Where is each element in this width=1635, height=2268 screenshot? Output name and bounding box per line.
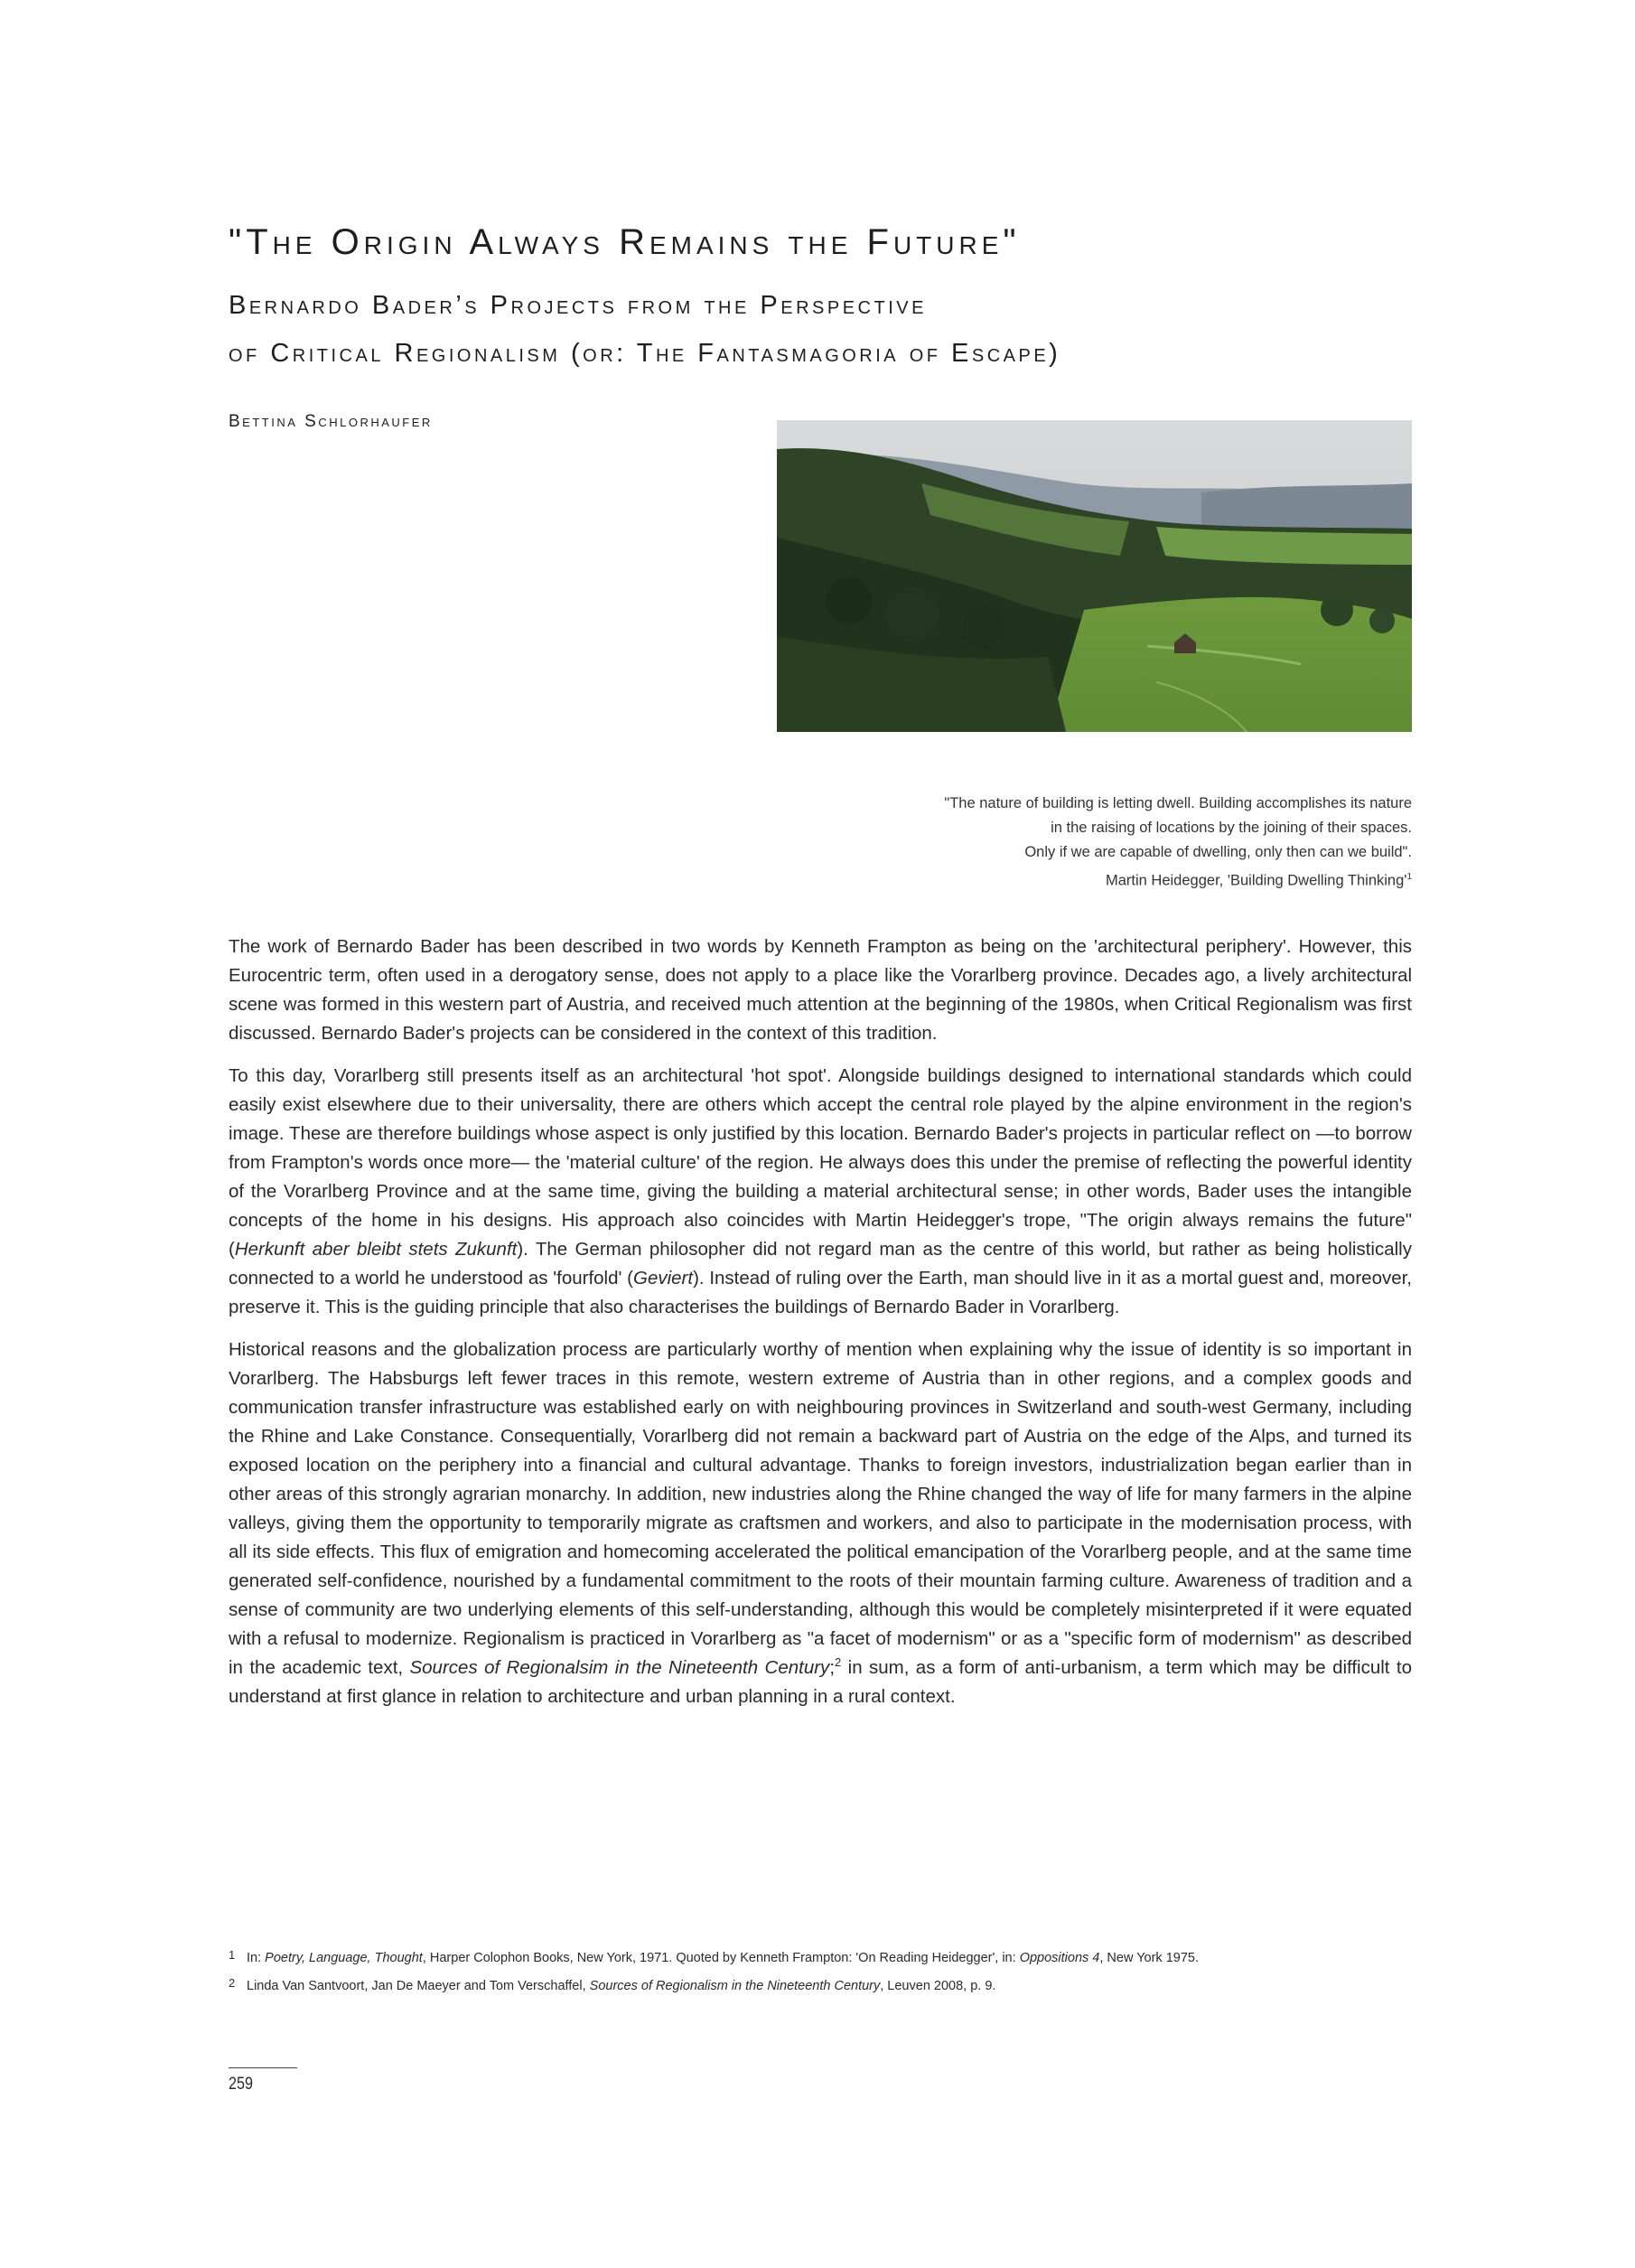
epigraph-attribution bbox=[813, 865, 1412, 894]
landscape-photo bbox=[777, 420, 1412, 732]
article-title: "The Origin Always Remains the Future" bbox=[229, 222, 1021, 262]
paragraph-3-text-a: Historical reasons and the globalization process are particularly worthy of mention when explaining why the issue of identity is so important in Vorarlberg. The Habsburgs left fewer traces in this remote, western extreme of Austria than in other regions, and a complex goods and communication transfer infrastructure was established early on with neighbouring provinces in Switzerland and south-west Germany, including the Rhine and Lake Constance. Consequentially, Vorarlberg did not remain a backward part of Austria on the edge of the Alps, and turned its exposed location on the periphery into a financial and cultural advantage. Thanks to foreign investors, industrialization began earlier than in other areas of this strongly agrarian monarchy. In addition, new industries along the Rhine changed the way of life for many farmers in the alpine valleys, giving them the opportunity to temporarily migrate as craftsmen and workers, and also to participate in the modernisation process, with all its side effects. This flux of emigration and homecoming accelerated the political emancipation of the Vorarlberg people, and at the same time generated self-confidence, nourished by a fundamental commitment to the roots of their mountain farming culture. Awareness of tradition and a sense of community are two underlying elements of this self-understanding, although this would be completely misinterpreted if it were equated with a refusal to modernize. Regionalism is practiced in Vorarlberg as "a facet of modernism" or as a "specific form of modernism" as described in the academic text, bbox=[229, 1339, 1412, 1678]
paragraph-2-italic-2: Geviert bbox=[633, 1268, 694, 1289]
body-paragraph-3 bbox=[229, 1335, 1412, 1711]
page-number-rule bbox=[229, 2067, 297, 2068]
paragraph-3-text-c: in sum, as a form of anti-urbanism, a term which may be difficult to understand at first glance in relation to architecture and urban planning in a rural context. bbox=[229, 1657, 1412, 1707]
epigraph-line-3: Only if we are capable of dwelling, only then can we build". bbox=[1024, 844, 1412, 860]
footnote-1-text-c: , New York 1975. bbox=[1099, 1951, 1199, 1965]
body-paragraph-1: The work of Bernardo Bader has been described in two words by Kenneth Frampton as being on the 'architectural periphery'. However, this Eurocentric term, often used in a derogatory sense, does not apply to a place like the Vorarlberg province. Decades ago, a lively architectural scene was formed in this western part of Austria, and received much attention at the beginning of the 1980s, when Critical Regionalism was first discussed. Bernardo Bader's projects can be considered in the context of this tradition. bbox=[229, 936, 1412, 1044]
article-body bbox=[229, 933, 1412, 1725]
epigraph-line-2: in the raising of locations by the joining of their spaces. bbox=[1051, 820, 1412, 836]
footnote-2-text-b: , Leuven 2008, p. 9. bbox=[880, 1979, 996, 1993]
landscape-image bbox=[777, 420, 1412, 732]
epigraph-line-1: "The nature of building is letting dwell. Building accomplishes its nature bbox=[944, 795, 1412, 811]
paragraph-3-text-b: ; bbox=[829, 1657, 836, 1678]
paragraph-3-italic: Sources of Regionalsim in the Nineteenth Century bbox=[409, 1657, 830, 1678]
body-paragraph-2 bbox=[229, 1062, 1412, 1322]
paragraph-2-text-a: To this day, Vorarlberg still presents itself as an architectural 'hot spot'. Alongside buildings designed to international standards which could easily exist elsewhere due to their universality, there are others which accept the central role played by the alpine environment in the region's image. These are therefore buildings whose aspect is only justified by this location. Bernardo Bader's projects in particular reflect on —to borrow from Frampton's words once more— the 'material culture' of the region. He always does this under the premise of reflecting the powerful identity of the Vorarlberg Province and at the same time, giving the building a material architectural sense; in other words, Bader uses the intangible concepts of the home in his designs. His approach also coincides with Martin Heidegger's trope, "The origin always remains the future" ( bbox=[229, 1065, 1412, 1260]
footnote-1 bbox=[229, 1943, 1412, 1971]
footnote-1-text-a: In: bbox=[247, 1951, 266, 1965]
footnote-1-italic-2: Oppositions 4 bbox=[1019, 1951, 1100, 1965]
paragraph-2-italic-1: Herkunft aber bleibt stets Zukunft bbox=[234, 1239, 518, 1260]
page-number: 259 bbox=[229, 2075, 253, 2094]
footnote-2 bbox=[229, 1971, 1412, 1999]
author-name: Bettina Schlorhaufer bbox=[229, 412, 433, 431]
article-subtitle bbox=[229, 282, 1430, 378]
footnote-2-text-a: Linda Van Santvoort, Jan De Maeyer and Tom Verschaffel, bbox=[247, 1979, 590, 1993]
paragraph-3-footnote-ref: 2 bbox=[835, 1655, 842, 1670]
paragraph-2-text-b: ). The German philosopher did not regard man as the centre of this world, but rather as being holistically connected to a world he understood as 'fourfold' ( bbox=[229, 1239, 1412, 1289]
subtitle-line-2: of Critical Regionalism (or: The Fantasmagoria of Escape) bbox=[229, 339, 1061, 368]
epigraph-footnote-ref: 1 bbox=[1406, 872, 1412, 882]
epigraph-attribution-text: Martin Heidegger, 'Building Dwelling Thinking' bbox=[1106, 872, 1407, 889]
paragraph-2-text-c: ). Instead of ruling over the Earth, man should live in it as a mortal guest and, moreover, preserve it. This is the guiding principle that also characterises the buildings of Bernardo Bader in Vorarlberg. bbox=[229, 1268, 1413, 1317]
footnotes bbox=[229, 1943, 1412, 1999]
footnote-1-number: 1 bbox=[229, 1948, 236, 1962]
footnote-2-italic: Sources of Regionalism in the Nineteenth Century bbox=[589, 1979, 881, 1993]
footnote-1-text-b: , Harper Colophon Books, New York, 1971. Quoted by Kenneth Frampton: 'On Reading Heidegger', in: bbox=[422, 1951, 1020, 1965]
footnote-2-number: 2 bbox=[229, 1976, 236, 1990]
subtitle-line-1: Bernardo Bader’s Projects from the Perspective bbox=[229, 291, 927, 320]
epigraph-quote bbox=[813, 792, 1412, 894]
footnote-1-italic-1: Poetry, Language, Thought bbox=[265, 1951, 423, 1965]
